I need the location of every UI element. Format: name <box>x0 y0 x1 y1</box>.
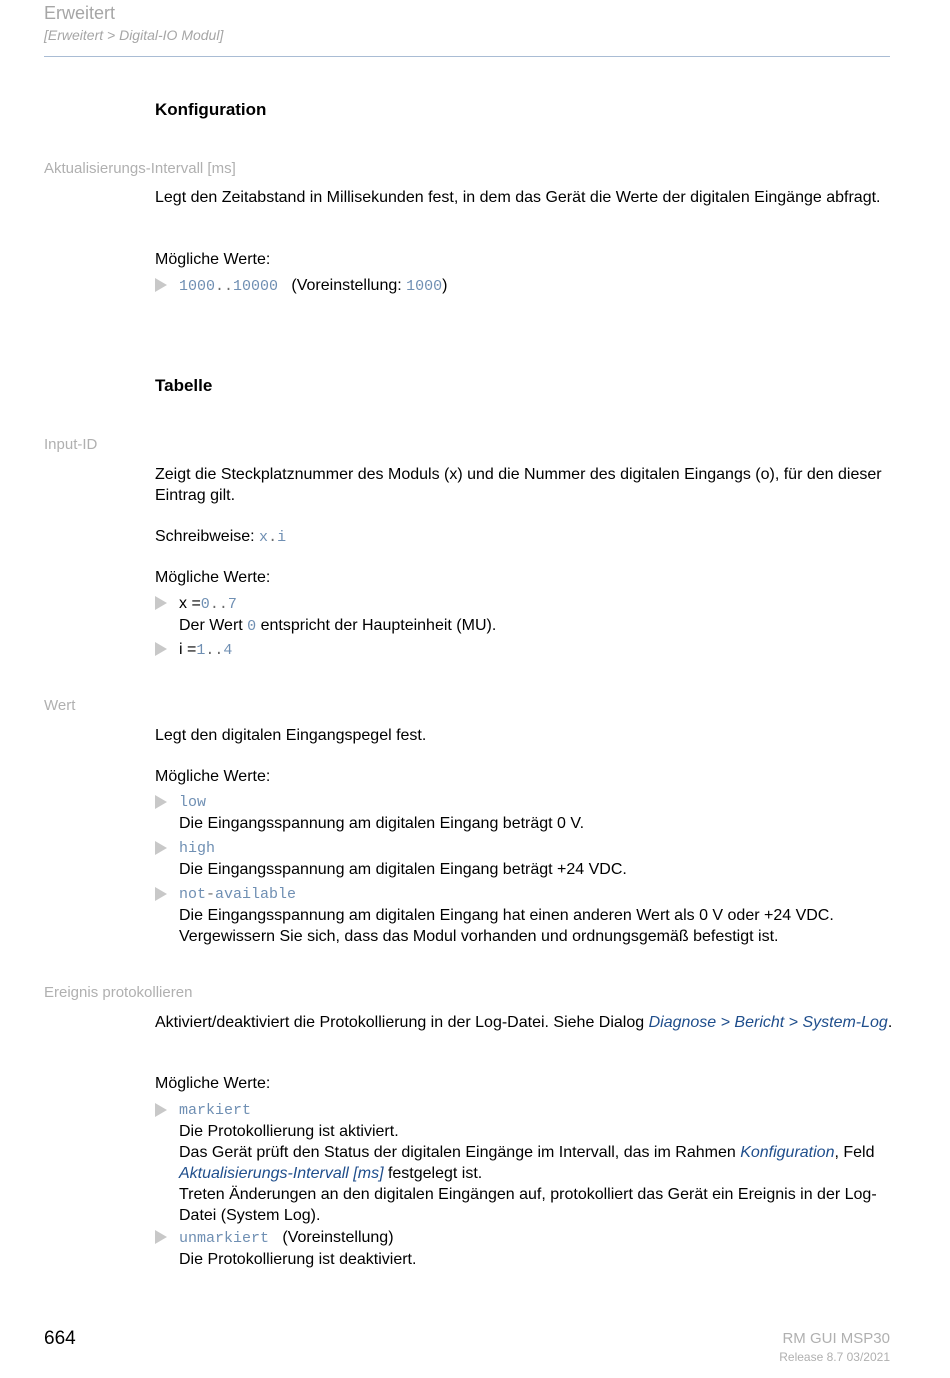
possible-values-label: Mögliche Werte: <box>155 1075 271 1092</box>
param-label-ereignis: Ereignis protokollieren <box>44 984 193 1001</box>
list-item-unmarkiert: unmarkiert (Voreinstellung) Die Protokollierung ist deaktiviert. <box>155 1227 895 1270</box>
bullet-triangle-icon <box>155 596 167 610</box>
possible-values-label: Mögliche Werte: <box>155 768 271 785</box>
link-konfiguration[interactable]: Konfiguration <box>740 1144 835 1161</box>
bullet-triangle-icon <box>155 278 167 292</box>
bullet-triangle-icon <box>155 887 167 901</box>
page-number: 664 <box>44 1328 76 1349</box>
possible-values-label: Mögliche Werte: <box>155 569 271 586</box>
link-interval-field[interactable]: Aktualisierungs-Intervall [ms] <box>179 1165 384 1182</box>
wert-description: Legt den digitalen Eingangspegel fest. <box>155 727 427 744</box>
header-divider <box>44 56 890 57</box>
notation-line: Schreibweise: x.i <box>155 528 287 546</box>
possible-values-label: Mögliche Werte: <box>155 251 271 268</box>
section-heading-konfiguration: Konfiguration <box>155 100 267 119</box>
bullet-triangle-icon <box>155 642 167 656</box>
param-label-wert: Wert <box>44 697 76 714</box>
footer-release: Release 8.7 03/2021 <box>779 1350 890 1364</box>
interval-description: Legt den Zeitabstand in Millisekunden fest, in dem das Gerät die Werte der digitalen Eingänge abfragt. <box>155 189 881 206</box>
breadcrumb: [Erweitert > Digital-IO Modul] <box>44 27 224 43</box>
default-value: 1000 <box>406 278 443 295</box>
bullet-triangle-icon <box>155 841 167 855</box>
list-item-i: i =1..4 <box>155 639 895 661</box>
section-heading-tabelle: Tabelle <box>155 376 213 395</box>
list-item-low: low Die Eingangsspannung am digitalen Eingang beträgt 0 V. <box>155 792 895 834</box>
link-system-log[interactable]: Diagnose > Bericht > System-Log <box>648 1014 888 1031</box>
param-label-input-id: Input-ID <box>44 436 98 453</box>
ereignis-description: Aktiviert/deaktiviert die Protokollierung in der Log-Datei. Siehe Dialog Diagnose > Bericht > System-Log. <box>155 1014 893 1031</box>
list-item-high: high Die Eingangsspannung am digitalen Eingang beträgt +24 VDC. <box>155 838 895 880</box>
bullet-triangle-icon <box>155 1230 167 1244</box>
list-item-x: x =0..7 Der Wert 0 entspricht der Haupteinheit (MU). <box>155 593 895 637</box>
list-item-not-available: not-available Die Eingangsspannung am digitalen Eingang hat einen anderen Wert als 0 V oder +24 VDC. Vergewissern Sie sich, dass das Modul vorhanden und ordnungsgemäß befestigt ist. <box>155 884 895 947</box>
param-label-interval: Aktualisierungs-Intervall [ms] <box>44 160 236 177</box>
input-id-description: Zeigt die Steckplatznummer des Moduls (x) und die Nummer des digitalen Eingangs (o), für den dieser Eintrag gilt. <box>155 466 882 504</box>
range-value: 1000..10000 <box>179 278 279 295</box>
list-item-markiert: markiert Die Protokollierung ist aktiviert. Das Gerät prüft den Status der digitalen Eingänge im Intervall, das im Rahmen Konfiguration, Feld Aktualisierungs-Intervall [ms] festgelegt ist. Treten Änderungen an den digitalen Eingängen auf, protokolliert das Gerät ein Ereignis in der Log-Datei (System Log). <box>155 1100 895 1226</box>
page-header-title: Erweitert <box>44 3 116 23</box>
bullet-triangle-icon <box>155 1103 167 1117</box>
bullet-triangle-icon <box>155 795 167 809</box>
footer-product: RM GUI MSP30 <box>782 1330 890 1347</box>
list-item-interval-range: 1000..10000 (Voreinstellung: 1000) <box>155 275 895 297</box>
